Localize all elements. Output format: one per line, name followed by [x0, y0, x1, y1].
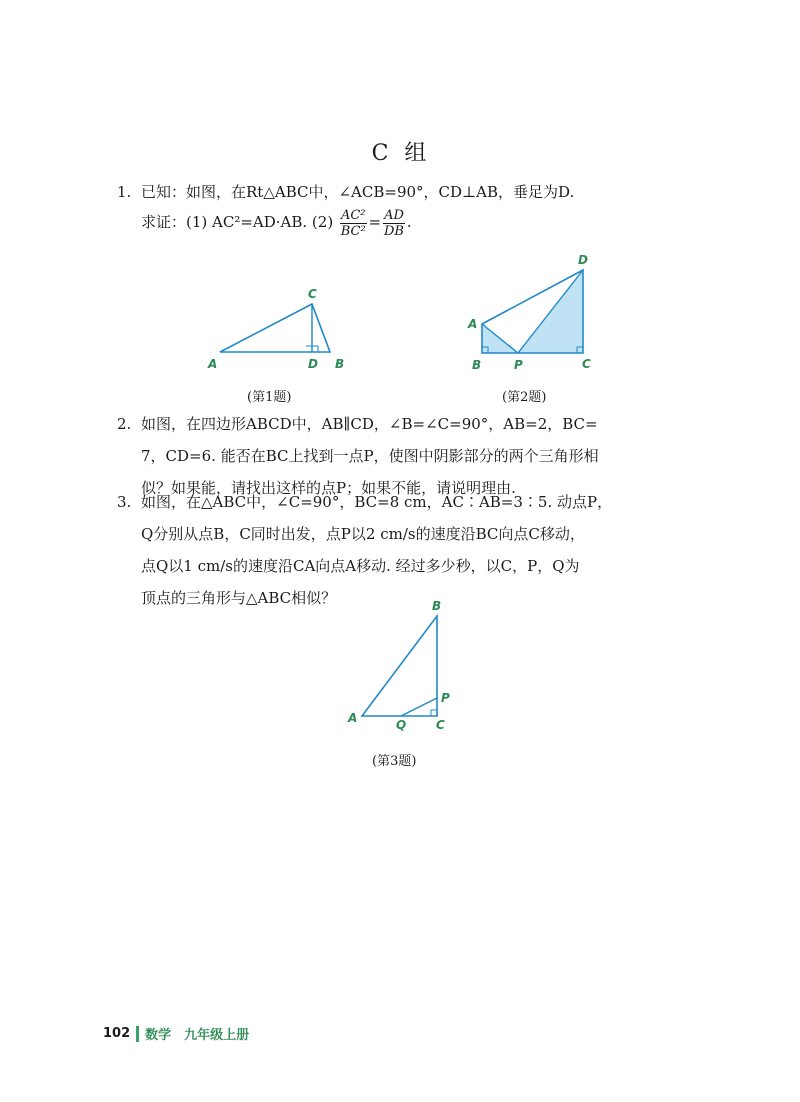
segment-qp: [401, 698, 437, 716]
figure-3-diagram: [340, 598, 470, 733]
figure-1-diagram: [200, 280, 360, 380]
fraction-ad-db: [383, 208, 405, 239]
problem-1-line-2: 求证：(1) AC²=AD·AB. (2): [141, 213, 334, 231]
problem-number: 1.: [117, 183, 132, 201]
label-b: B: [432, 599, 442, 613]
triangle-abc: [220, 304, 330, 352]
problem-1-line-1: 已知：如图，在Rt△ABC中，∠ACB=90°，CD⊥AB，垂足为D.: [141, 183, 575, 201]
triangle-abc: [362, 616, 437, 716]
figure-3-caption: (第3题): [372, 754, 417, 769]
label-c: C: [582, 357, 591, 371]
label-c: C: [308, 287, 317, 301]
problem-2-line-1: 如图，在四边形ABCD中，AB∥CD，∠B=∠C=90°，AB=2，BC=: [141, 415, 598, 433]
problem-2-line-3: 似？如果能，请找出这样的点P；如果不能，请说明理由.: [141, 479, 516, 497]
page-footer: [103, 1024, 249, 1043]
label-p: P: [441, 691, 450, 705]
label-a: A: [468, 317, 478, 331]
problem-number: 3.: [117, 493, 132, 511]
problem-2-line-2: 7，CD=6. 能否在BC上找到一点P，使图中阴影部分的两个三角形相: [141, 447, 599, 465]
fraction-numerator: AD: [384, 207, 404, 223]
section-title: [0, 136, 800, 167]
label-a: A: [208, 357, 218, 371]
figure-2-diagram: [460, 250, 610, 375]
fraction-ac2-bc2: [340, 208, 367, 239]
page-number: 102: [103, 1026, 131, 1041]
figure-1-caption: (第1题): [247, 390, 292, 405]
label-q: Q: [396, 718, 407, 732]
problem-3-line-4: 顶点的三角形与△ABC相似？: [141, 589, 337, 607]
label-a: A: [348, 711, 358, 725]
problem-3-line-2: Q分别从点B，C同时出发，点P以2 cm/s的速度沿BC向点C移动，: [141, 525, 585, 543]
right-angle-mark: [312, 346, 318, 352]
section-letter: C: [371, 141, 391, 166]
label-d: D: [578, 253, 588, 267]
problem-1: [117, 176, 692, 239]
section-word: 组: [404, 141, 429, 166]
footer-divider: [136, 1026, 139, 1042]
fraction-denominator: BC²: [340, 223, 366, 239]
problem-number: 2.: [117, 415, 132, 433]
label-d: D: [308, 357, 318, 371]
problem-3: [117, 486, 692, 614]
fraction-denominator: DB: [384, 223, 404, 239]
label-c: C: [436, 718, 445, 732]
label-b: B: [335, 357, 345, 371]
right-angle-mark: [431, 710, 437, 716]
book-title: 数学 九年级上册: [145, 1028, 250, 1043]
period: .: [406, 213, 412, 231]
figure-2-caption: (第2题): [502, 390, 547, 405]
fraction-numerator: AC²: [340, 207, 366, 223]
label-p: P: [514, 358, 523, 372]
problem-3-line-3: 点Q以1 cm/s的速度沿CA向点A移动. 经过多少秒，以C，P，Q为: [141, 557, 580, 575]
label-b: B: [472, 358, 482, 372]
problem-3-line-1: 如图，在△ABC中，∠C=90°，BC=8 cm，AC∶AB=3∶5. 动点P，: [141, 493, 613, 511]
equals-sign: =: [368, 213, 382, 231]
